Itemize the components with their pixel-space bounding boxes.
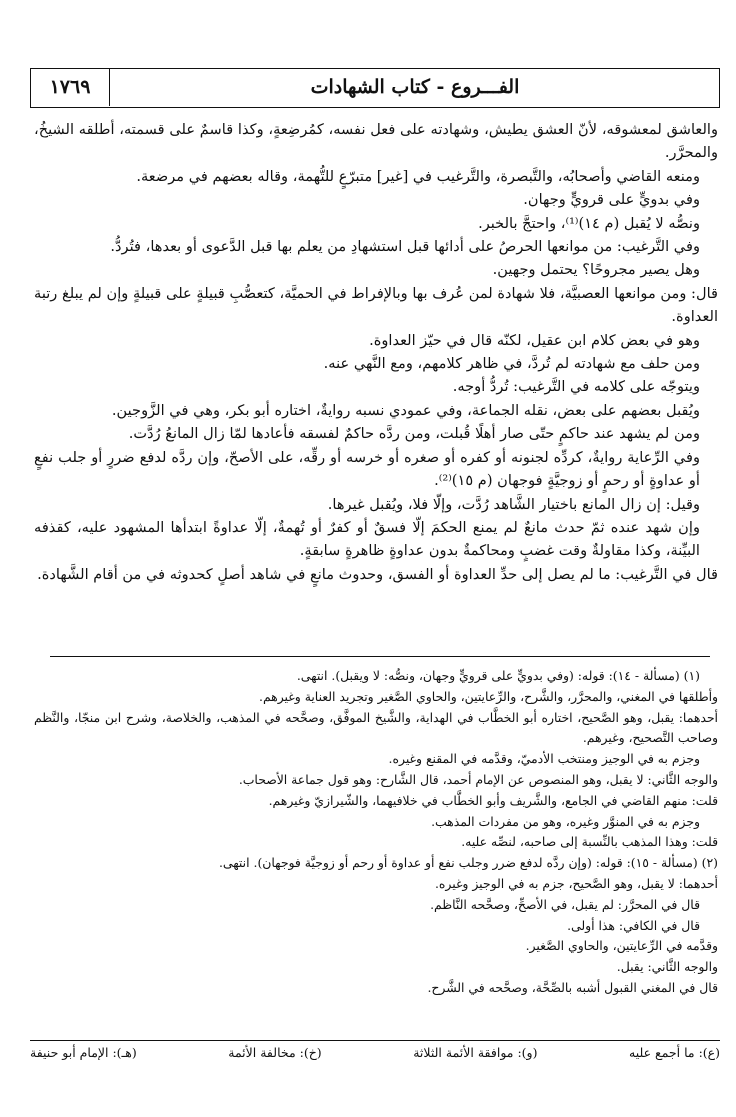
main-paragraph: وفي بدويٍّ على قرويٍّ وجهان. <box>523 191 700 209</box>
footnote-line: وجزم به في الوجيز ومنتخب الأدميّ، وقدَّمه في المقنع وغيره. <box>388 751 700 767</box>
footnote-line: والوجه الثَّاني: يقبل. <box>616 959 718 975</box>
main-paragraph: ومن حلف مع شهادته لم تُردَّ، في ظاهر كلامهم، ومع النَّهي عنه. <box>323 355 700 373</box>
abbreviation-legend <box>30 1040 720 1060</box>
legend-item: (هـ): الإمام أبو حنيفة <box>30 1045 137 1060</box>
footnote-line: قلت: منهم القاضي في الجامع، والشَّريف وأبو الخطَّاب في خلافيهما، والشّيرازيّ وغيرهم. <box>268 792 718 808</box>
main-paragraph: ويتوجّه على كلامه في التَّرغيب: تُردُّ أوجه. <box>452 378 700 396</box>
running-header <box>30 68 720 108</box>
main-paragraph: وفي الرِّعاية روايةٌ، كردِّه لجنونه أو كفره أو صغره أو خرسه أو رقِّه، على الأصحّ، وإن ردَّه لدفع ضررٍ أو جلب نفعٍ أو عداوةٍ أو رحمٍ أو زوجيَّةٍ فوجهان (م ١٥)⁽²⁾. <box>34 448 700 490</box>
footnote-line: أحدهما: لا يقبل، وهو الصَّحيح، جزم به في الوجيز وغيره. <box>434 875 718 891</box>
footnote-line: قال في الكافي: هذا أولى. <box>567 917 700 933</box>
footnote-line: أحدهما: يقبل، وهو الصَّحيح، اختاره أبو الخطَّاب في الهداية، والشَّيخ الموفَّق، وصحَّحه في المذهب، والخلاصة، وشرح ابن منجّا، والنَّظم وصاحب التَّصحيح، وغيرهم. <box>34 709 718 746</box>
footnote-line: قال في المغني القبول أشبه بالصِّحَّة، وصحَّحه في الشَّرح. <box>427 979 718 995</box>
footnote-line: وأطلقها في المغني، والمحرَّر، والشَّرح، والرِّعايتين، والحاوي الصَّغير وتجريد العناية وغيرهم. <box>259 688 718 704</box>
footnote-line: وجزم به في المنوَّر وغيره، وهو من مفردات المذهب. <box>431 813 700 829</box>
footnote-line: وقدَّمه في الرِّعايتين، والحاوي الصَّغير. <box>525 938 718 954</box>
footnote-line: قلت: وهذا المذهب بالنِّسبة إلى صاحبه، لنصِّه عليه. <box>461 834 718 850</box>
main-paragraph: وإن شهد عنده ثمّ حدث مانعٌ لم يمنع الحكمَ إلّا فسقٌ أو كفرٌ أو تُهمةٌ، إلّا عداوةً ابتدأها المشهود عليه، كقذفه البيِّنة، وكذا مقاولةٌ وقت غضبٍ ومحاكمةٌ بدون عداوةٍ ظاهرةٍ سابقةٍ. <box>34 518 700 560</box>
legend-item: (ع): ما أجمع عليه <box>629 1045 720 1060</box>
main-text <box>34 118 718 586</box>
legend-item: (خ): مخالفة الأئمة <box>228 1045 322 1060</box>
book-page <box>30 60 720 1100</box>
main-paragraph: وقيل: إن زال المانع باختيار الشَّاهد رُدَّت، وإلّا فلا، ويُقبل غيرها. <box>327 495 700 513</box>
footnotes <box>34 666 718 999</box>
main-paragraph: وهل يصير مجروحًا؟ يحتمل وجهين. <box>492 261 700 279</box>
footnote-separator <box>50 656 710 657</box>
footnote-line: (١) (مسألة - ١٤): قوله: (وفي بدويٍّ على قرويٍّ وجهان، ونصُّه: لا ويقبل). انتهى. <box>296 668 700 683</box>
main-paragraph: وفي التَّرغيب: من موانعها الحرصُ على أدائها قبل استشهادِ من يعلم بها قبل الدَّعوى أو بعدها، فتُردُّ. <box>110 238 700 256</box>
footnote-line: (٢) (مسألة - ١٥): قوله: (وإن ردَّه لدفع ضرر وجلب نفع أو عداوة أو رحم أو زوجيَّة فوجهان). انتهى. <box>218 855 718 871</box>
main-paragraph: وهو في بعض كلام ابن عقيل، لكنّه قال في حيّز العداوة. <box>369 331 700 349</box>
page-number: ١٧٦٩ <box>31 69 110 106</box>
main-paragraph: ونصُّه لا يُقبل (م ١٤)⁽¹⁾، واحتجَّ بالخبر. <box>478 214 700 232</box>
main-paragraph: قال: ومن موانعها العصبيَّة، فلا شهادة لمن عُرف بها وبالإفراط في الحميَّة، كتعصُّبِ قبيلةٍ على قبيلةٍ وإن لم يبلغ رتبة العداوة. <box>34 284 718 326</box>
header-title: الفـــروع - كتاب الشهادات <box>310 76 520 98</box>
main-paragraph: ويُقبل بعضهم على بعض، نقله الجماعة، وفي عمودي نسبه روايةٌ، اختاره أبو بكر، وهي في الزَّوجين. <box>111 401 700 419</box>
main-paragraph: قال في التَّرغيب: ما لم يصل إلى حدِّ العداوة أو الفسق، وحدوث مانعٍ في شاهد أصلٍ كحدوثه في من أقام الشَّهادة. <box>37 565 718 583</box>
main-paragraph: والعاشق لمعشوقه، لأنّ العشق يطيش، وشهادته على فعل نفسه، كمُرضِعةٍ، وكذا قاسمٌ على قسمته، أطلقه الشيخُ، والمحرَّر. <box>34 121 718 162</box>
main-paragraph: ومنعه القاضي وأصحابُه، والتَّبصرة، والتَّرغيب في [غير] متبرّعٍ للتُّهمة، وقاله بعضهم في مرضعة. <box>136 167 700 185</box>
footnote-line: والوجه الثَّاني: لا يقبل، وهو المنصوص عن الإمام أحمد، قال الشَّارح: وهو قول جماعة الأصحاب. <box>238 771 718 787</box>
legend-item: (و): موافقة الأئمة الثلاثة <box>413 1045 538 1060</box>
main-paragraph: ومن لم يشهد عند حاكمٍ حتّى صار أهلًا قُبلت، ومن ردَّه حاكمٌ لفسقه فأعادها لمّا زال المانعُ رُدَّت. <box>128 425 700 443</box>
footnote-line: قال في المحرَّر: لم يقبل، في الأصحِّ، وصحَّحه النَّاظم. <box>430 896 700 912</box>
